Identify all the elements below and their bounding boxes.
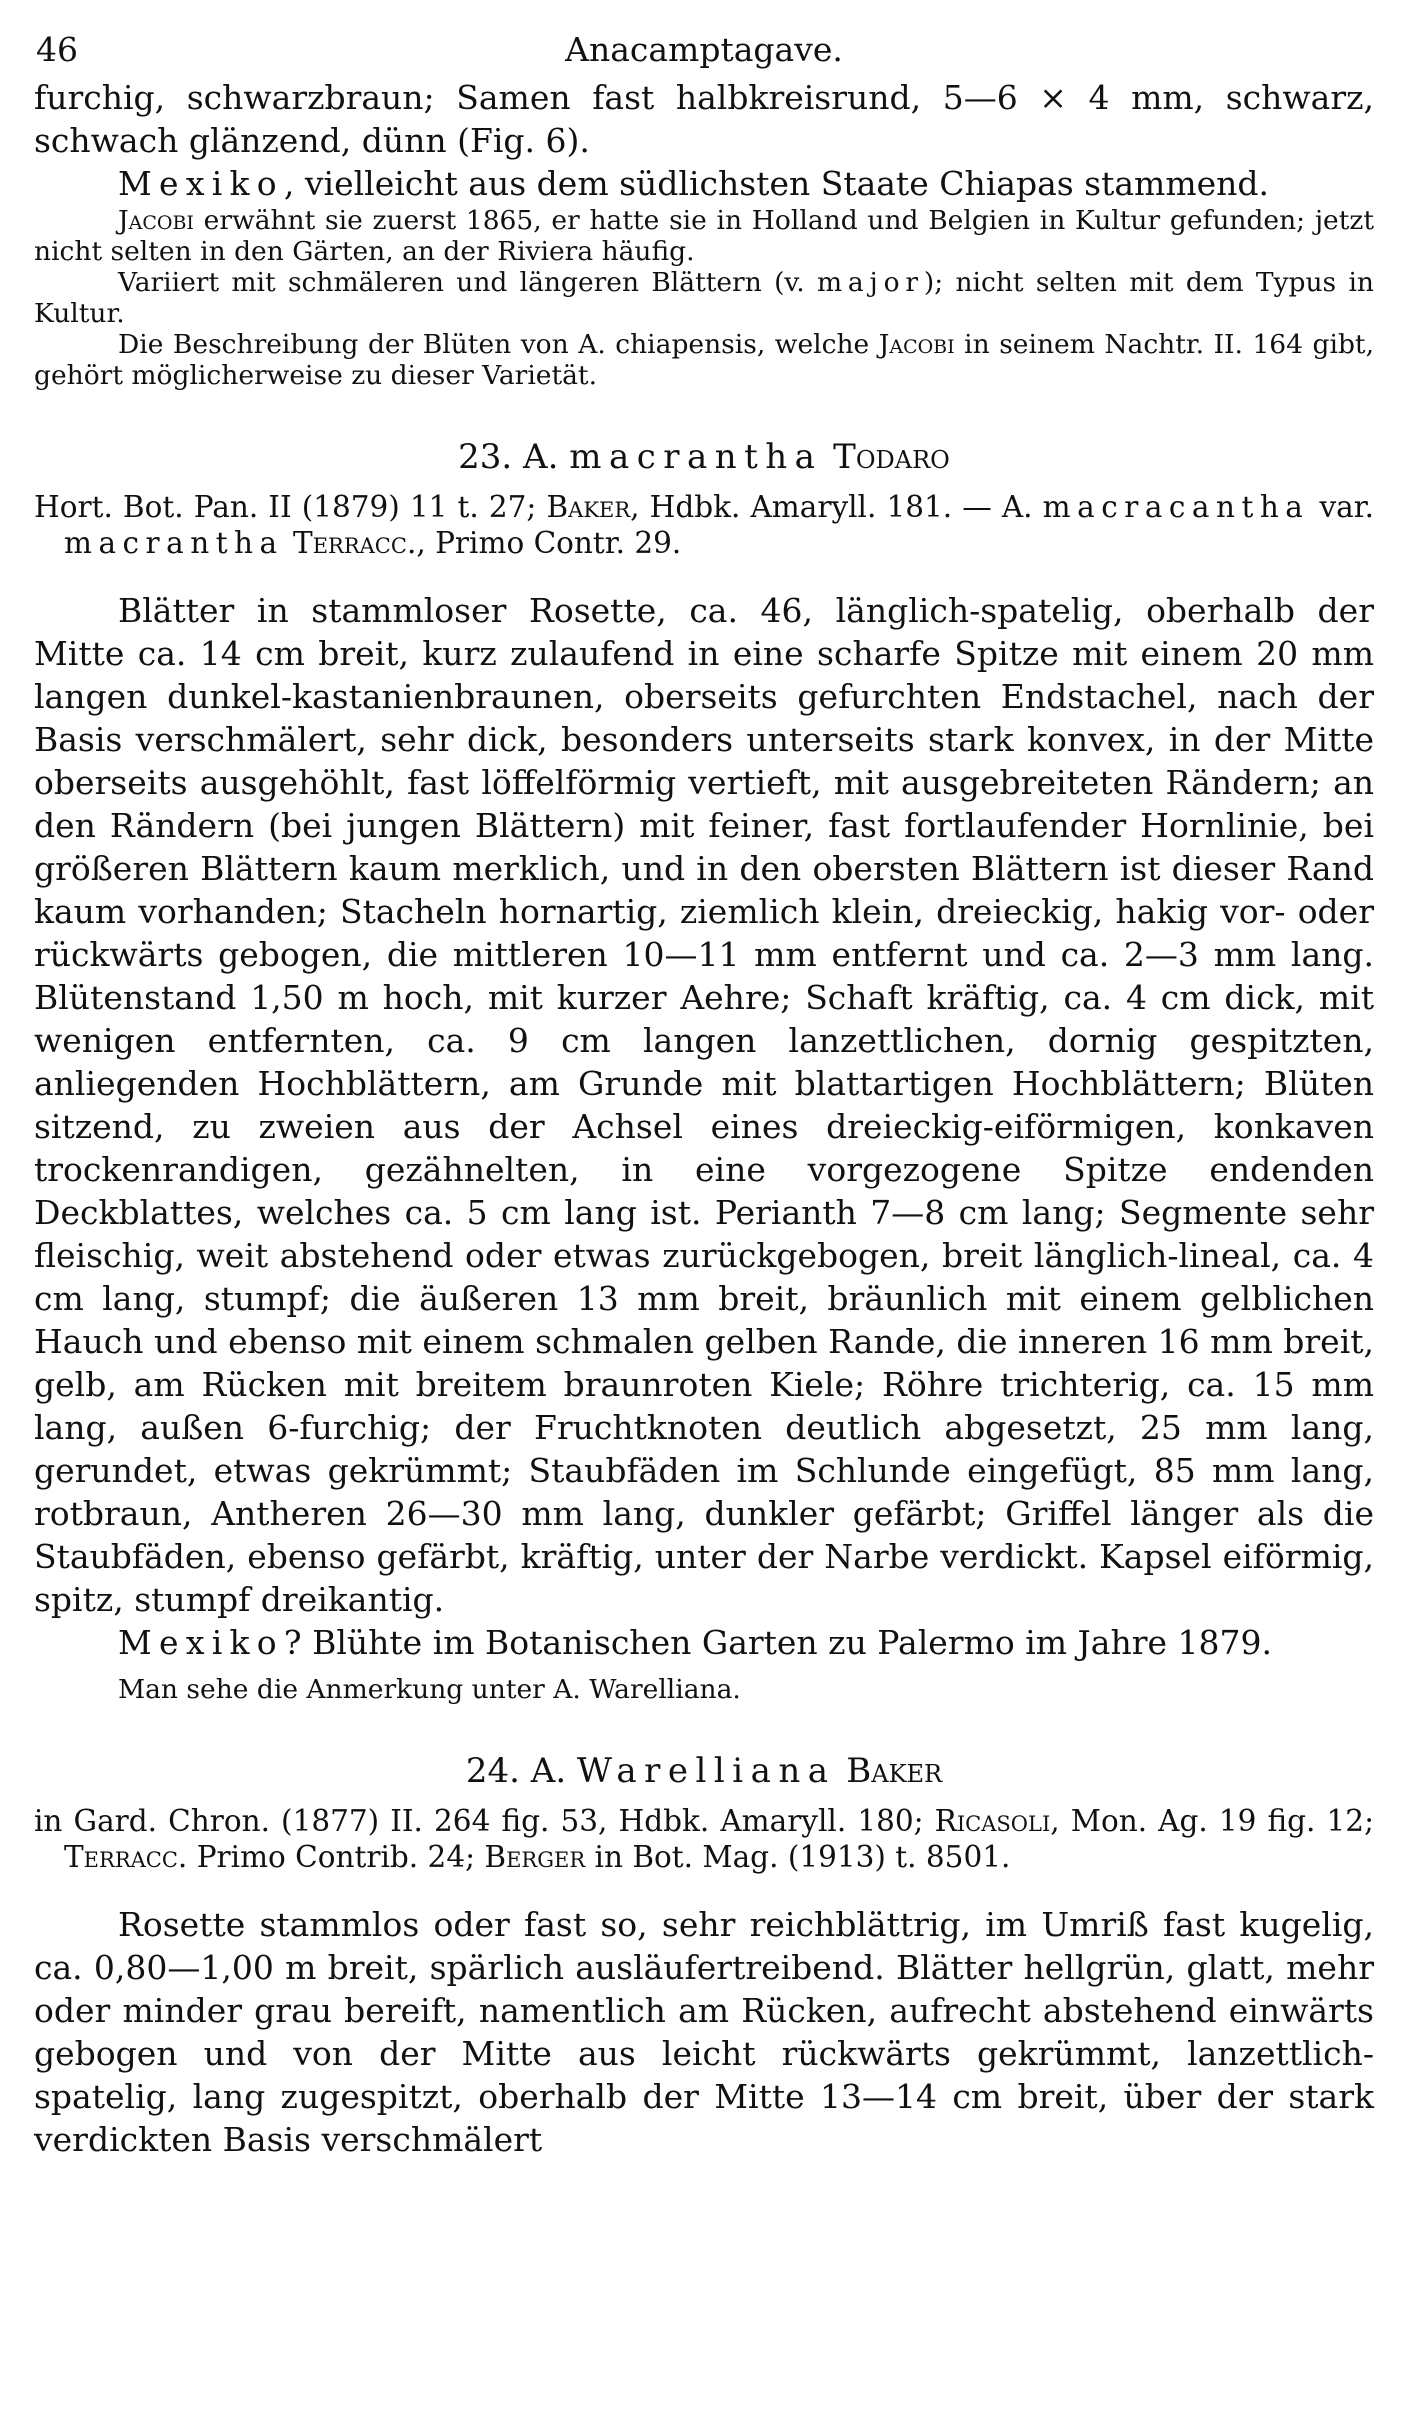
citation-text: , Hdbk. Amaryll. 181. — A. bbox=[630, 490, 1043, 524]
note-paragraph-1 bbox=[34, 205, 1374, 267]
distribution-23 bbox=[34, 1621, 1374, 1664]
citation-23 bbox=[34, 489, 1374, 561]
heading-number: 23. A. bbox=[458, 437, 570, 477]
note-paragraph-3 bbox=[34, 329, 1374, 391]
author-name: Terracc. bbox=[293, 526, 417, 560]
citation-text: , Primo Contr. 29. bbox=[416, 526, 682, 560]
author-name: Berger bbox=[484, 1840, 586, 1874]
description-24: Rosette stammlos oder fast so, sehr reichblättrig, im Umriß fast kugelig, ca. 0,80—1,00 m breit, spärlich ausläufertreibend. Blätter hellgrün, glatt, mehr oder minder grau bereift, namentlich am Rücken, aufrecht abstehend einwärts gebogen und von der Mitte aus leicht rückwärts gekrümmt, lanzettlich-spatelig, lang zugespitzt, oberhalb der Mitte 13—14 cm breit, über der stark verdickten Basis verschmälert bbox=[34, 1905, 1374, 2159]
species-name: macracantha bbox=[1042, 490, 1310, 524]
citation-text: Primo Contrib. 24; bbox=[187, 1840, 485, 1874]
origin-country: Mexiko bbox=[118, 1623, 284, 1662]
origin-country: Mexiko bbox=[118, 164, 284, 203]
species-heading-24 bbox=[34, 1749, 1374, 1793]
note-text: in seinem Nachtr. II. 164 gibt, gehört möglicherweise zu dieser Varietät. bbox=[34, 329, 1375, 391]
author-name: Terracc. bbox=[64, 1840, 188, 1874]
citation-text: in Bot. Mag. (1913) t. 8501. bbox=[585, 1840, 1011, 1874]
citation-text: , Mon. Ag. 19 fig. 12; bbox=[1050, 1804, 1375, 1838]
origin-text: ? Blühte im Botanischen Garten zu Palermo im Jahre 1879. bbox=[283, 1623, 1272, 1662]
book-page bbox=[34, 22, 1374, 2161]
author-name: Ricasoli bbox=[934, 1804, 1051, 1838]
note-text: Die Beschreibung der Blüten von A. chiapensis, welche bbox=[118, 329, 879, 360]
author-name: Jacobi bbox=[118, 205, 194, 236]
origin-text: , vielleicht aus dem südlichsten Staate Chiapas stammend. bbox=[283, 164, 1270, 203]
citation-text: Hort. Bot. Pan. II (1879) 11 t. 27; bbox=[34, 490, 547, 524]
distribution-paragraph bbox=[34, 162, 1374, 205]
species-name: macrantha bbox=[64, 526, 284, 560]
continuation-paragraph: furchig, schwarzbraun; Samen fast halbkreisrund, 5—6 × 4 mm, schwarz, schwach glänzend, dünn (Fig. 6). bbox=[34, 78, 1374, 160]
note-text: erwähnt sie zuerst 1865, er hatte sie in Holland und Belgien in Kultur gefunden; jetzt nicht selten in den Gärten, an der Riviera häufig. bbox=[34, 205, 1374, 267]
citation-text: var. bbox=[1309, 490, 1374, 524]
running-title: Anacamptagave. bbox=[565, 30, 843, 69]
note-text: Variiert mit schmäleren und längeren Blättern (v. bbox=[118, 267, 817, 298]
description-23: Blätter in stammloser Rosette, ca. 46, länglich-spatelig, oberhalb der Mitte ca. 14 cm breit, kurz zulaufend in eine scharfe Spitze mit einem 20 mm langen dunkel-kastanienbraunen, oberseits gefurchten Endstachel, nach der Basis verschmälert, sehr dick, besonders unterseits stark konvex, in der Mitte oberseits ausgehöhlt, fast löffelförmig vertieft, mit ausgebreiteten Rändern; an den Rändern (bei jungen Blättern) mit feiner, fast fortlaufender Hornlinie, bei größeren Blättern kaum merklich, und in den obersten Blättern ist dieser Rand kaum vorhanden; Stacheln hornartig, ziemlich klein, dreieckig, hakig vor- oder rückwärts gebogen, die mittleren 10—11 mm entfernt und ca. 2—3 mm lang. Blütenstand 1,50 m hoch, mit kurzer Aehre; Schaft kräftig, ca. 4 cm dick, mit wenigen entfernten, ca. 9 cm langen lanzettlichen, dornig gespitzten, anliegenden Hochblättern, am Grunde mit blattartigen Hochblättern; Blüten sitzend, zu zweien aus der Achsel eines dreieckig-eiförmigen, konkaven trockenrandigen, gezähnelten, in eine vorgezogene Spitze endenden Deckblattes, welches ca. 5 cm lang ist. Perianth 7—8 cm lang; Segmente sehr fleischig, weit abstehend oder etwas zurückgebogen, breit länglich-lineal, ca. 4 cm lang, stumpf; die äußeren 13 mm breit, bräunlich mit einem gelblichen Hauch und ebenso mit einem schmalen gelben Rande, die inneren 16 mm breit, gelb, am Rücken mit breitem braunroten Kiele; Röhre trichterig, ca. 15 mm lang, außen 6-furchig; der Fruchtknoten deutlich abgesetzt, 25 mm lang, gerundet, etwas gekrümmt; Staubfäden im Schlunde eingefügt, 85 mm lang, rotbraun, Antheren 26—30 mm lang, dunkler gefärbt; Griffel länger als die Staubfäden, ebenso gefärbt, kräftig, unter der Narbe verdickt. Kapsel eiförmig, spitz, stumpf dreikantig. bbox=[34, 591, 1374, 1619]
citation-text: in Gard. Chron. (1877) II. 264 fig. 53, Hdbk. Amaryll. 180; bbox=[34, 1804, 935, 1838]
variety-name: major bbox=[816, 267, 924, 298]
author-name: Jacobi bbox=[878, 329, 955, 360]
page-number: 46 bbox=[36, 30, 78, 69]
species-name: macrantha bbox=[569, 437, 823, 477]
page-header bbox=[34, 22, 1374, 76]
heading-number: 24. A. bbox=[465, 1751, 577, 1791]
species-heading-23 bbox=[34, 435, 1374, 479]
author-name: Todaro bbox=[833, 437, 950, 477]
note-23: Man sehe die Anmerkung unter A. Warelliana. bbox=[118, 1674, 741, 1705]
author-name: Baker bbox=[846, 1751, 943, 1791]
author-name: Baker bbox=[546, 490, 631, 524]
species-name: Warelliana bbox=[576, 1751, 836, 1791]
note-paragraph-2 bbox=[34, 267, 1374, 329]
note-text: ); nicht selten mit dem Typus in Kultur. bbox=[34, 267, 1374, 329]
citation-24 bbox=[34, 1803, 1374, 1875]
